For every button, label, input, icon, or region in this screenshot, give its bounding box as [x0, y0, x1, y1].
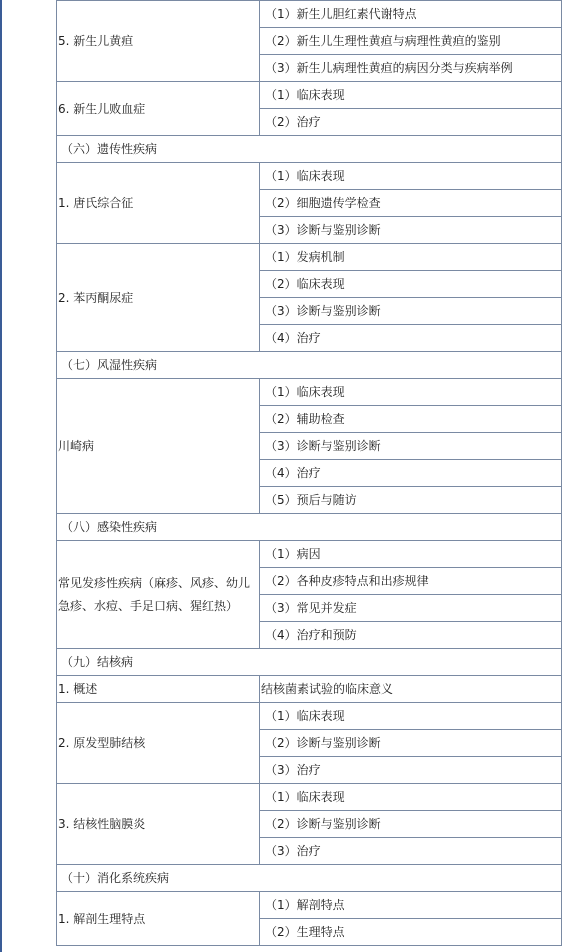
subtopic-item: （1）临床表现 [260, 163, 562, 190]
section-row [57, 136, 562, 163]
topic-name: 6. 新生儿败血症 [57, 82, 260, 136]
table-row [57, 379, 562, 406]
topic-name: 1. 唐氏综合征 [57, 163, 260, 244]
subtopic-item: （2）辅助检查 [260, 406, 562, 433]
table-row [57, 244, 562, 271]
topic-name: 常见发疹性疾病（麻疹、风疹、幼儿急疹、水痘、手足口病、猩红热） [57, 541, 260, 649]
table-row [57, 163, 562, 190]
subtopic-item: （5）预后与随访 [260, 487, 562, 514]
subtopic-item: （1）临床表现 [260, 379, 562, 406]
subtopic-item: （3）诊断与鉴别诊断 [260, 298, 562, 325]
topic-name: 2. 苯丙酮尿症 [57, 244, 260, 352]
topic-name: 1. 概述 [57, 676, 260, 703]
subtopic-item: （2）诊断与鉴别诊断 [260, 730, 562, 757]
section-heading: （八）感染性疾病 [57, 514, 562, 541]
subtopic-item: （2）新生儿生理性黄疸与病理性黄疸的鉴别 [260, 28, 562, 55]
subtopic-item: （3）治疗 [260, 838, 562, 865]
section-heading: （六）遗传性疾病 [57, 136, 562, 163]
subtopic-item: （2）诊断与鉴别诊断 [260, 811, 562, 838]
topic-name: 川崎病 [57, 379, 260, 514]
left-border-rule [0, 0, 2, 952]
topic-name: 1. 解剖生理特点 [57, 892, 260, 946]
subtopic-item: （3）常见并发症 [260, 595, 562, 622]
subtopic-item: （2）治疗 [260, 109, 562, 136]
section-row [57, 865, 562, 892]
subtopic-item: （3）诊断与鉴别诊断 [260, 433, 562, 460]
subtopic-item: （1）新生儿胆红素代谢特点 [260, 1, 562, 28]
table-row [57, 541, 562, 568]
subtopic-item: （1）发病机制 [260, 244, 562, 271]
subtopic-item: （1）临床表现 [260, 82, 562, 109]
section-row [57, 649, 562, 676]
subtopic-item: （4）治疗和预防 [260, 622, 562, 649]
section-heading: （七）风湿性疾病 [57, 352, 562, 379]
subtopic-item: （1）病因 [260, 541, 562, 568]
section-row [57, 352, 562, 379]
section-heading: （九）结核病 [57, 649, 562, 676]
section-row [57, 514, 562, 541]
syllabus-table [56, 0, 562, 946]
subtopic-item: （2）临床表现 [260, 271, 562, 298]
subtopic-item: （2）生理特点 [260, 919, 562, 946]
table-row [57, 784, 562, 811]
subtopic-item: （4）治疗 [260, 460, 562, 487]
subtopic-item: （3）治疗 [260, 757, 562, 784]
subtopic-item: （1）临床表现 [260, 703, 562, 730]
table-row [57, 892, 562, 919]
table-row [57, 676, 562, 703]
topic-name: 5. 新生儿黄疸 [57, 1, 260, 82]
subtopic-item: 结核菌素试验的临床意义 [260, 676, 562, 703]
topic-name: 3. 结核性脑膜炎 [57, 784, 260, 865]
subtopic-item: （1）临床表现 [260, 784, 562, 811]
subtopic-item: （1）解剖特点 [260, 892, 562, 919]
subtopic-item: （2）细胞遗传学检查 [260, 190, 562, 217]
section-heading: （十）消化系统疾病 [57, 865, 562, 892]
subtopic-item: （3）新生儿病理性黄疸的病因分类与疾病举例 [260, 55, 562, 82]
table-row [57, 82, 562, 109]
topic-name: 2. 原发型肺结核 [57, 703, 260, 784]
subtopic-item: （4）治疗 [260, 325, 562, 352]
table-row [57, 1, 562, 28]
subtopic-item: （2）各种皮疹特点和出疹规律 [260, 568, 562, 595]
subtopic-item: （3）诊断与鉴别诊断 [260, 217, 562, 244]
table-row [57, 703, 562, 730]
